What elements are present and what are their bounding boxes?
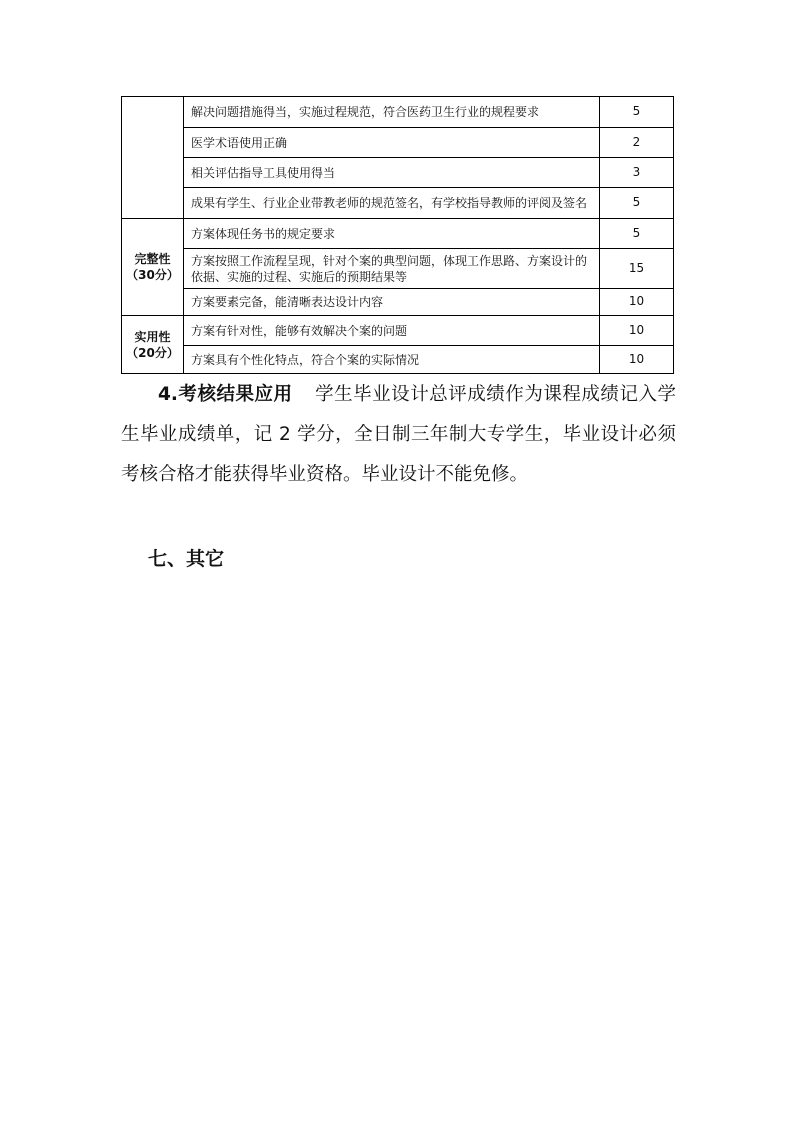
category-points: （30分） — [126, 268, 179, 282]
category-cell-continued — [122, 97, 184, 219]
criterion-score: 2 — [600, 128, 674, 158]
criterion-description: 方案要素完备，能清晰表达设计内容 — [184, 289, 600, 316]
criterion-score: 5 — [600, 188, 674, 219]
category-cell-completeness — [122, 219, 184, 316]
criterion-score: 10 — [600, 316, 674, 346]
criterion-score: 10 — [600, 346, 674, 374]
criterion-score: 5 — [600, 219, 674, 249]
assessment-result-paragraph — [121, 375, 676, 495]
criterion-score: 5 — [600, 97, 674, 128]
table-row — [122, 346, 674, 374]
criterion-description: 方案有针对性，能够有效解决个案的问题 — [184, 316, 600, 346]
table-row — [122, 249, 674, 289]
category-cell-practicality — [122, 316, 184, 374]
table-row — [122, 158, 674, 188]
criterion-description: 解决问题措施得当，实施过程规范，符合医药卫生行业的规程要求 — [184, 97, 600, 128]
table-row — [122, 188, 674, 219]
criterion-score: 3 — [600, 158, 674, 188]
category-label: 实用性 — [134, 329, 171, 344]
evaluation-rubric-table — [121, 96, 674, 374]
criterion-score: 15 — [600, 249, 674, 289]
table-row — [122, 97, 674, 128]
table-row — [122, 316, 674, 346]
criterion-description: 成果有学生、行业企业带教老师的规范签名，有学校指导教师的评阅及签名 — [184, 188, 600, 219]
criterion-description: 方案具有个性化特点，符合个案的实际情况 — [184, 346, 600, 374]
criterion-description: 相关评估指导工具使用得当 — [184, 158, 600, 188]
category-label: 完整性 — [134, 252, 171, 266]
criterion-description: 方案体现任务书的规定要求 — [184, 219, 600, 249]
criterion-description: 方案按照工作流程呈现，针对个案的典型问题，体现工作思路、方案设计的依据、实施的过程、实施后的预期结果等 — [184, 249, 600, 289]
table-row — [122, 289, 674, 316]
criterion-score: 10 — [600, 289, 674, 316]
section-heading: 七、其它 — [148, 548, 225, 570]
section-body: 学生毕业设计总评成绩作为课程成绩记入学生毕业成绩单，记 2 学分，全日制三年制大专学生，毕业设计必须考核合格才能获得毕业资格。毕业设计不能免修。 — [121, 384, 676, 485]
criterion-description: 医学术语使用正确 — [184, 128, 600, 158]
table-row — [122, 128, 674, 158]
category-points: （20分） — [126, 345, 179, 360]
section-title: 4.考核结果应用 — [158, 384, 293, 405]
table-row — [122, 219, 674, 249]
